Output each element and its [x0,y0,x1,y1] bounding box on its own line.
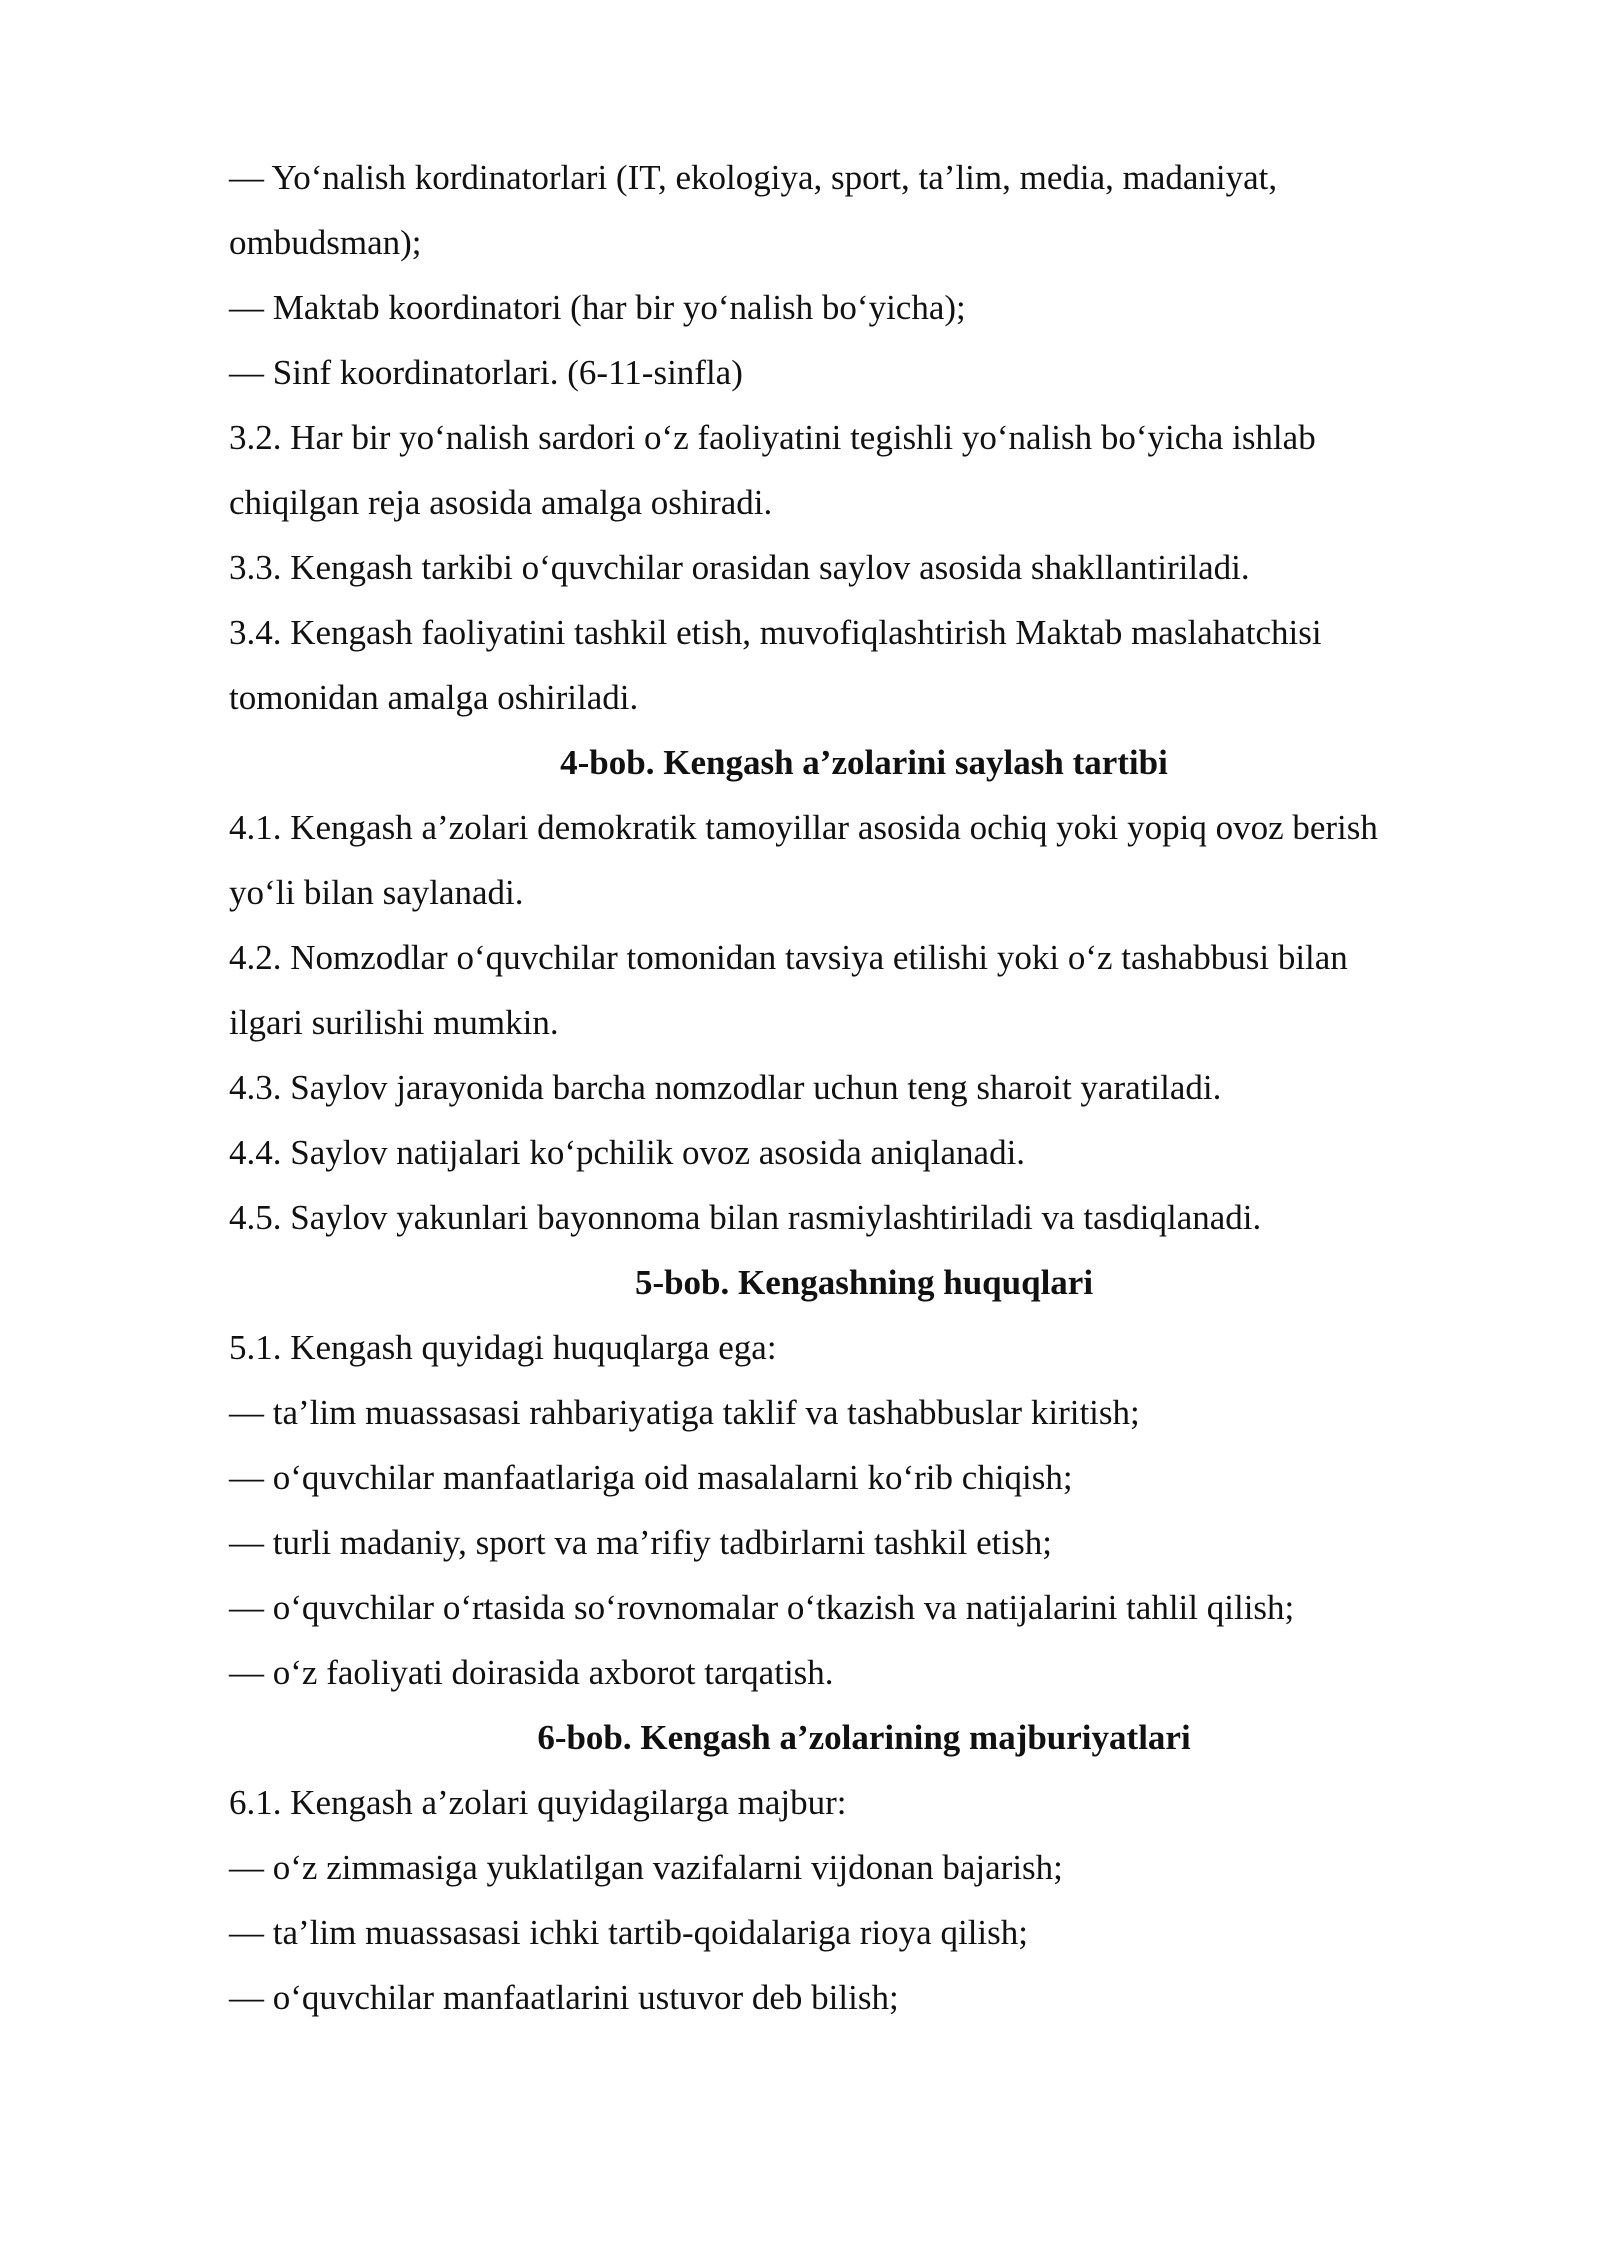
paragraph-line: 3.2. Har bir yo‘nalish sardori o‘z faoliyatini tegishli yo‘nalish bo‘yicha ishlab [229,418,1316,457]
paragraph-line: tomonidan amalga oshiriladi. [229,678,639,717]
paragraph-line: — ta’lim muassasasi ichki tartib-qoidalariga rioya qilish; [229,1913,1028,1952]
paragraph-line: ombudsman); [229,223,422,262]
paragraph-line: 4.5. Saylov yakunlari bayonnoma bilan rasmiylashtiriladi va tasdiqlanadi. [229,1198,1262,1237]
paragraph-line: 4.1. Kengash a’zolari demokratik tamoyillar asosida ochiq yoki yopiq ovoz berish [229,808,1378,847]
paragraph-line: 3.4. Kengash faoliyatini tashkil etish, muvofiqlashtirish Maktab maslahatchisi [229,613,1322,652]
paragraph-line: — o‘quvchilar o‘rtasida so‘rovnomalar o‘tkazish va natijalarini tahlil qilish; [229,1588,1295,1627]
paragraph-line: chiqilgan reja asosida amalga oshiradi. [229,483,773,522]
chapter-heading: 4-bob. Kengash a’zolarini saylash tartibi [560,743,1168,782]
paragraph-line: 4.3. Saylov jarayonida barcha nomzodlar uchun teng sharoit yaratiladi. [229,1068,1222,1107]
paragraph-line: 4.2. Nomzodlar o‘quvchilar tomonidan tavsiya etilishi yoki o‘z tashabbusi bilan [229,938,1348,977]
paragraph-line: 4.4. Saylov natijalari ko‘pchilik ovoz asosida aniqlanadi. [229,1133,1026,1172]
paragraph-line: — ta’lim muassasasi rahbariyatiga taklif va tashabbuslar kiritish; [229,1393,1140,1432]
paragraph-line: — o‘quvchilar manfaatlarini ustuvor deb bilish; [229,1978,899,2017]
paragraph-line: yo‘li bilan saylanadi. [229,873,524,912]
paragraph-line: 5.1. Kengash quyidagi huquqlarga ega: [229,1328,777,1367]
paragraph-line: 3.3. Kengash tarkibi o‘quvchilar orasidan saylov asosida shakllantiriladi. [229,548,1250,587]
paragraph-line: ilgari surilishi mumkin. [229,1003,559,1042]
chapter-heading: 5-bob. Kengashning huquqlari [634,1263,1094,1302]
chapter-heading: 6-bob. Kengash a’zolarining majburiyatlari [537,1718,1191,1757]
paragraph-line: — Yo‘nalish kordinatorlari (IT, ekologiya, sport, ta’lim, media, madaniyat, [229,158,1278,197]
paragraph-line: — Sinf koordinatorlari. (6-11-sinfla) [229,353,743,392]
paragraph-line: — o‘z zimmasiga yuklatilgan vazifalarni vijdonan bajarish; [229,1848,1063,1887]
paragraph-line: — o‘z faoliyati doirasida axborot tarqatish. [229,1653,834,1692]
paragraph-line: — o‘quvchilar manfaatlariga oid masalalarni ko‘rib chiqish; [229,1458,1073,1497]
document-body [229,145,1499,2030]
paragraph-line: 6.1. Kengash a’zolari quyidagilarga majbur: [229,1783,847,1822]
paragraph-line: — Maktab koordinatori (har bir yo‘nalish bo‘yicha); [229,288,966,327]
paragraph-line: — turli madaniy, sport va ma’rifiy tadbirlarni tashkil etish; [229,1523,1052,1562]
